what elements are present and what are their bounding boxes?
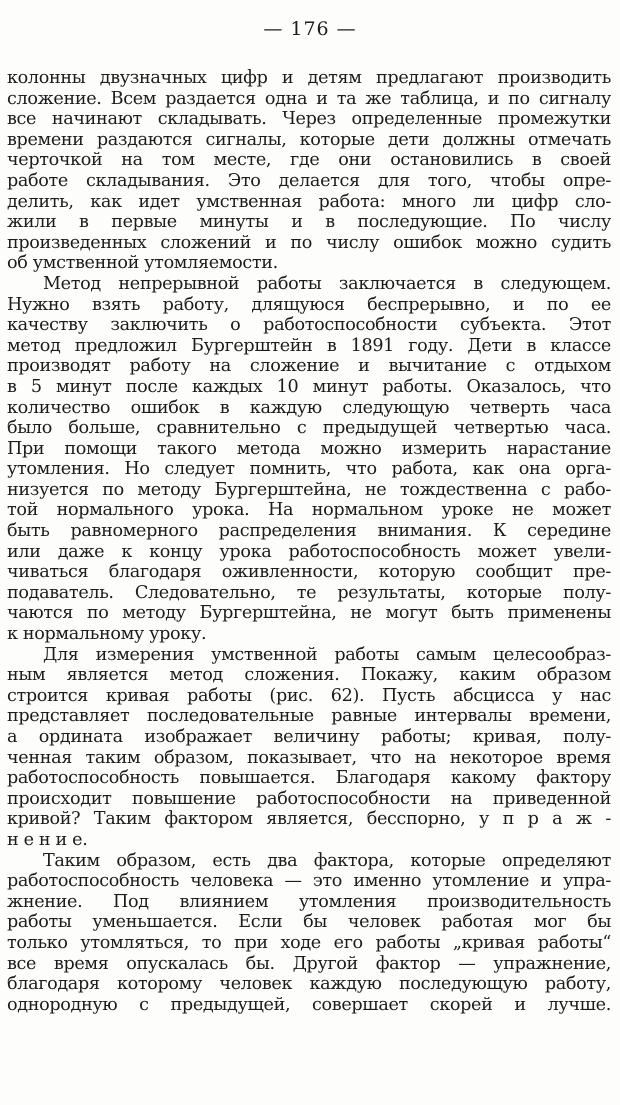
text-line: При помощи такого метода можно измерить нарастание — [7, 438, 611, 459]
text-line: жнение. Под влиянием утомления производительность — [7, 891, 611, 912]
text-line: н е н и е. — [7, 829, 88, 850]
text-line: работы уменьшается. Если бы человек работая мог бы — [7, 912, 611, 933]
text-line: Таким образом, есть два фактора, которые определяют — [43, 850, 611, 871]
text-line: Для измерения умственной работы самым целесообраз- — [43, 644, 611, 665]
text-line: однородную с предыдущей, совершает скорей и лучше. — [7, 994, 611, 1015]
text-line: только утомляться, то при ходе его работы „кривая работы“ — [7, 932, 611, 953]
text-line: количество ошибок в каждую следующую четверть часа — [7, 397, 611, 418]
text-line: происходит повышение работоспособности на приведенной — [7, 788, 611, 809]
text-line: чаются по методу Бургерштейна, не могут быть применены — [7, 603, 611, 624]
text-line: времени раздаются сигналы, которые дети должны отмечать — [7, 129, 611, 150]
text-line: той нормального урока. На нормальном уроке не может — [7, 500, 611, 521]
text-line: подаватель. Следовательно, те результаты, которые полу- — [7, 582, 611, 603]
text-line: работе складывания. Это делается для того, чтобы опре- — [7, 170, 611, 191]
text-line: к нормальному уроку. — [7, 624, 207, 645]
text-line: ным является метод сложения. Покажу, каким образом — [7, 665, 611, 686]
text-line: низуется по методу Бургерштейна, не тождественна с рабо- — [7, 479, 611, 500]
text-line: или даже к концу урока работоспособность может увели- — [7, 541, 611, 562]
text-line: а ордината изображает величину работы; кривая, полу- — [7, 727, 611, 747]
body-text — [7, 68, 611, 1015]
text-line: в 5 минут после каждых 10 минут работы. Оказалось, что — [7, 376, 611, 397]
page-number: — 176 — — [263, 18, 357, 40]
text-line: Нужно взять работу, длящуюся беспрерывно, и по ее — [7, 294, 611, 315]
text-line: колонны двузначных цифр и детям предлагают производить — [7, 68, 611, 88]
text-line: все время опускалась бы. Другой фактор — упражнение, — [7, 953, 611, 974]
text-line: делить, как идет умственная работа: много ли цифр сло- — [7, 191, 611, 212]
text-line: строится кривая работы (рис. 62). Пусть абсцисса у нас — [7, 685, 611, 706]
text-line: работоспособность повышается. Благодаря какому фактору — [7, 768, 611, 789]
text-line: все начинают складывать. Через определенные промежутки — [7, 109, 611, 130]
text-line: благодаря которому человек каждую последующую работу, — [7, 974, 611, 995]
text-line: утомления. Но следует помнить, что работа, как она орга- — [7, 459, 611, 480]
text-line: производят работу на сложение и вычитание с отдыхом — [7, 356, 611, 377]
text-line: качеству заключить о работоспособности субъекта. Этот — [7, 315, 611, 336]
text-line: было больше, сравнительно с предыдущей четвертью часа. — [7, 418, 611, 439]
text-line: метод предложил Бургерштейн в 1891 году. Дети в классе — [7, 335, 611, 356]
text-line: сложение. Всем раздается одна и та же таблица, и по сигналу — [7, 88, 611, 109]
text-line: об умственной утомляемости. — [7, 253, 278, 274]
text-line: работоспособность человека — это именно утомление и упра- — [7, 871, 611, 892]
text-line: ченная таким образом, показывает, что на некоторое время — [7, 747, 611, 768]
text-line: чиваться благодаря оживленности, которую сообщит пре- — [7, 562, 611, 583]
text-line: жили в первые минуты и в последующие. По числу — [7, 212, 611, 233]
text-line: кривой? Таким фактором является, бесспорно, у п р а ж - — [7, 809, 611, 830]
text-line: быть равномерного распределения внимания. К середине — [7, 521, 611, 542]
text-line: Метод непрерывной работы заключается в следующем. — [43, 273, 611, 294]
text-line: произведенных сложений и по числу ошибок можно судить — [7, 232, 611, 253]
text-line: черточкой на том месте, где они остановились в своей — [7, 150, 611, 171]
text-line: представляет последовательные равные интервалы времени, — [7, 706, 611, 727]
